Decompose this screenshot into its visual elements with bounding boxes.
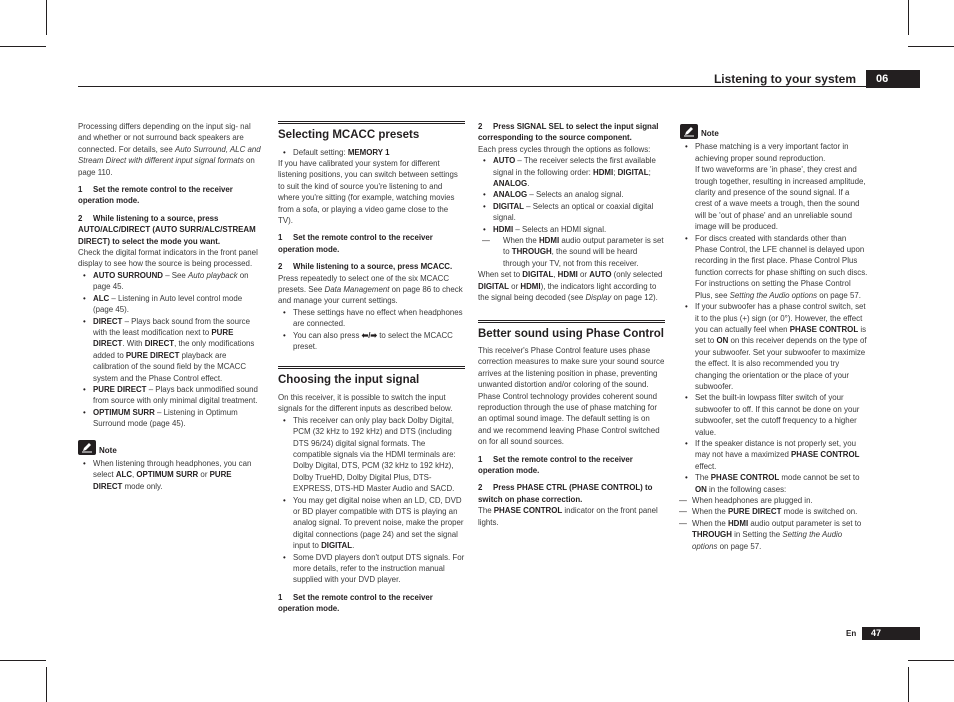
- chapter-number: 06: [866, 70, 920, 88]
- step-2: 2 Press PHASE CTRL (PHASE CONTROL) to switch on phase correction.: [478, 483, 653, 504]
- crop-mark: [0, 46, 46, 47]
- body-text: Press repeatedly to select one of the six MCACC presets. See Data Management on page 86 to check and manage your current settings.: [278, 273, 463, 306]
- bullet-list: [278, 415, 465, 586]
- default-setting: [278, 147, 465, 158]
- list-item: — When headphones are plugged in.: [680, 495, 868, 506]
- list-item: • The PHASE CONTROL mode cannot be set to ON in the following cases:: [680, 472, 868, 495]
- list-item: • ANALOG – Selects an analog signal.: [478, 189, 665, 200]
- note-pencil-icon: [78, 440, 96, 455]
- step-2: 2 While listening to a source, press AUTO/ALC/DIRECT (AUTO SURR/ALC/STREAM DIRECT) to select the mode you want.: [78, 213, 256, 246]
- note-list: [680, 141, 868, 495]
- section-title: Choosing the input signal: [278, 366, 465, 388]
- note-header: Note: [680, 123, 868, 139]
- list-item: • AUTO SURROUND – See Auto playback on page 45.: [78, 270, 263, 293]
- step-1: 1 Set the remote control to the receiver operation mode.: [278, 233, 433, 254]
- section-title: Better sound using Phase Control: [478, 320, 665, 342]
- list-item: • Phase matching is a very important factor in achieving proper sound reproduction. If two waveforms are 'in phase', they crest and trough together, resulting in increased amplitude, clarity and presence of the sound signal. If a crest of a wave meets a trough, then the sound will be 'out of phase' and an unreliable sound image will be produced.: [680, 141, 868, 232]
- list-item: • These settings have no effect when headphones are connected.: [278, 307, 465, 330]
- body-text: The PHASE CONTROL indicator on the front panel lights.: [478, 506, 658, 527]
- step-1: 1 Set the remote control to the receiver operation mode.: [278, 592, 433, 614]
- step-2: 2 While listening to a source, press MCACC.: [278, 262, 453, 272]
- list-item: • Default setting: MEMORY 1: [278, 147, 465, 158]
- list-item: — When the PURE DIRECT mode is switched on.: [680, 506, 868, 517]
- signal-list: [478, 155, 665, 235]
- body-text: When set to DIGITAL, HDMI or AUTO (only selected DIGITAL or HDMI), the indicators light according to the signal being decoded (see Display on page 12).: [478, 270, 663, 303]
- body-text: On this receiver, it is possible to switch the input signals for the different inputs as described below.: [278, 392, 453, 414]
- list-item: • AUTO – The receiver selects the first available signal in the following order: HDMI; DIGITAL; ANALOG.: [478, 155, 665, 189]
- step-1: 1 Set the remote control to the receiver operation mode.: [78, 185, 233, 206]
- crop-mark: [908, 667, 909, 702]
- chapter-title: Listening to your system: [713, 72, 856, 86]
- crop-mark: [0, 660, 46, 661]
- arrow-keys-icon: ⬅/➡: [361, 330, 377, 340]
- step-2: 2 Press SIGNAL SEL to select the input signal corresponding to the source component.: [478, 122, 659, 143]
- note-pencil-icon: [680, 124, 698, 139]
- body-text: If you have calibrated your system for different listening positions, you can switch between settings to suit the kind of source you're listening to and where you're sitting (for example, watching movies from a sofa, or playing a video game close to the TV).: [278, 158, 458, 225]
- list-item: • If your subwoofer has a phase control switch, set it to the plus (+) sign (or 0°). However, the effect you can actually feel when PHASE CONTROL is set to ON on this receiver depends on the type of your subwoofer. Set your subwoofer to maximize the effect. It is also recommended you try changing the orientation or the place of your subwoofer.: [680, 301, 868, 392]
- list-item: • DIRECT – Plays back sound from the source with the least modification next to PURE DIRECT. With DIRECT, the only modifications added to PURE DIRECT playback are calibration of the sound field by the MCACC system and the Phase Control effect.: [78, 316, 263, 384]
- page-number: 47: [862, 627, 920, 640]
- list-item: • PURE DIRECT – Plays back unmodified sound from source with only minimal digital treatment.: [78, 384, 263, 407]
- step-2-body: Check the digital format indicators in the front panel display to see how the source is being processed.: [78, 248, 258, 269]
- note-header: Note: [78, 440, 263, 456]
- list-item: • You may get digital noise when an LD, CD, DVD or BD player compatible with DTS is playing an analog signal. To prevent noise, make the proper digital connections (page 24) and set the signal input to DIGITAL.: [278, 495, 465, 552]
- list-item: • HDMI – Selects an HDMI signal.: [478, 224, 665, 235]
- step-1: 1 Set the remote control to the receiver operation mode.: [478, 454, 633, 476]
- column-4: [680, 121, 868, 552]
- crop-mark: [908, 660, 954, 661]
- list-item: • Some DVD players don't output DTS signals. For more details, refer to the instruction manual supplied with your DVD player.: [278, 552, 465, 586]
- crop-mark: [46, 0, 47, 35]
- mode-list: [78, 270, 263, 430]
- column-2: [278, 121, 465, 615]
- list-item: • If the speaker distance is not properly set, you may not have a maximized PHASE CONTROL effect.: [680, 438, 868, 472]
- list-item: • This receiver can only play back Dolby Digital, PCM (32 kHz to 192 kHz) and DTS (including DTS 96/24) digital signal formats. The compatible signals via the HDMI terminals are: Dolby Digital, DTS, PCM (32 kHz to 192 kHz), Dolby TrueHD, Dolby Digital Plus, DTS-EXPRESS, DTS-HD Master Audio and SACD.: [278, 415, 465, 495]
- list-item: • When listening through headphones, you can select ALC, OPTIMUM SURR or PURE DIRECT mode only.: [78, 458, 263, 492]
- section-title: Selecting MCACC presets: [278, 121, 465, 143]
- body-text: This receiver's Phase Control feature uses phase correction measures to make sure your sound source arrives at the listening position in phase, preventing unwanted distortion and/or coloring of the sound.: [478, 346, 665, 390]
- crop-mark: [908, 46, 954, 47]
- column-3: [478, 121, 665, 528]
- list-item: — When the HDMI audio output parameter is set to THROUGH in Setting the Setting the Audio options on page 57.: [680, 518, 868, 552]
- list-item: — When the HDMI audio output parameter is set to THROUGH, the sound will be heard through your TV, not from this receiver.: [478, 235, 665, 269]
- list-item: • ALC – Listening in Auto level control mode (page 45).: [78, 293, 263, 316]
- list-item: • Set the built-in lowpass filter switch of your subwoofer to off. If this cannot be done on your subwoofer, set the cutoff frequency to a higher value.: [680, 392, 868, 438]
- crop-mark: [46, 667, 47, 702]
- list-item: • OPTIMUM SURR – Listening in Optimum Surround mode (page 45).: [78, 407, 263, 430]
- sub-list: [478, 235, 665, 269]
- language-label: En: [846, 629, 857, 638]
- list-item: • DIGITAL – Selects an optical or coaxial digital signal.: [478, 201, 665, 224]
- bullet-list: [278, 307, 465, 353]
- case-list: [680, 495, 868, 552]
- note-list: [78, 458, 263, 492]
- column-1: [78, 121, 263, 492]
- list-item: • You can also press ⬅/➡ to select the MCACC preset.: [278, 330, 465, 353]
- crop-mark: [908, 0, 909, 35]
- header-rule: [78, 86, 920, 87]
- intro-text: Processing differs depending on the input sig- nal and whether or not surround back speakers are connected. For details, see Auto Surround, ALC and Stream Direct with different input signal formats on page 110.: [78, 122, 261, 177]
- body-text: Each press cycles through the options as follows:: [478, 144, 651, 154]
- list-item: • For discs created with standards other than Phase Control, the LFE channel is delayed upon recording in the first place. Phase Control Plus function corrects for phase shifting on such discs. For instructions on setting the Phase Control Plus, see Setting the Audio options on page 57.: [680, 233, 868, 301]
- body-text: Phase Control technology provides coherent sound reproduction through the use of phase matching for an optimal sound image. The default setting is on and we recommend leaving Phase Control switched on for all sound sources.: [478, 391, 660, 447]
